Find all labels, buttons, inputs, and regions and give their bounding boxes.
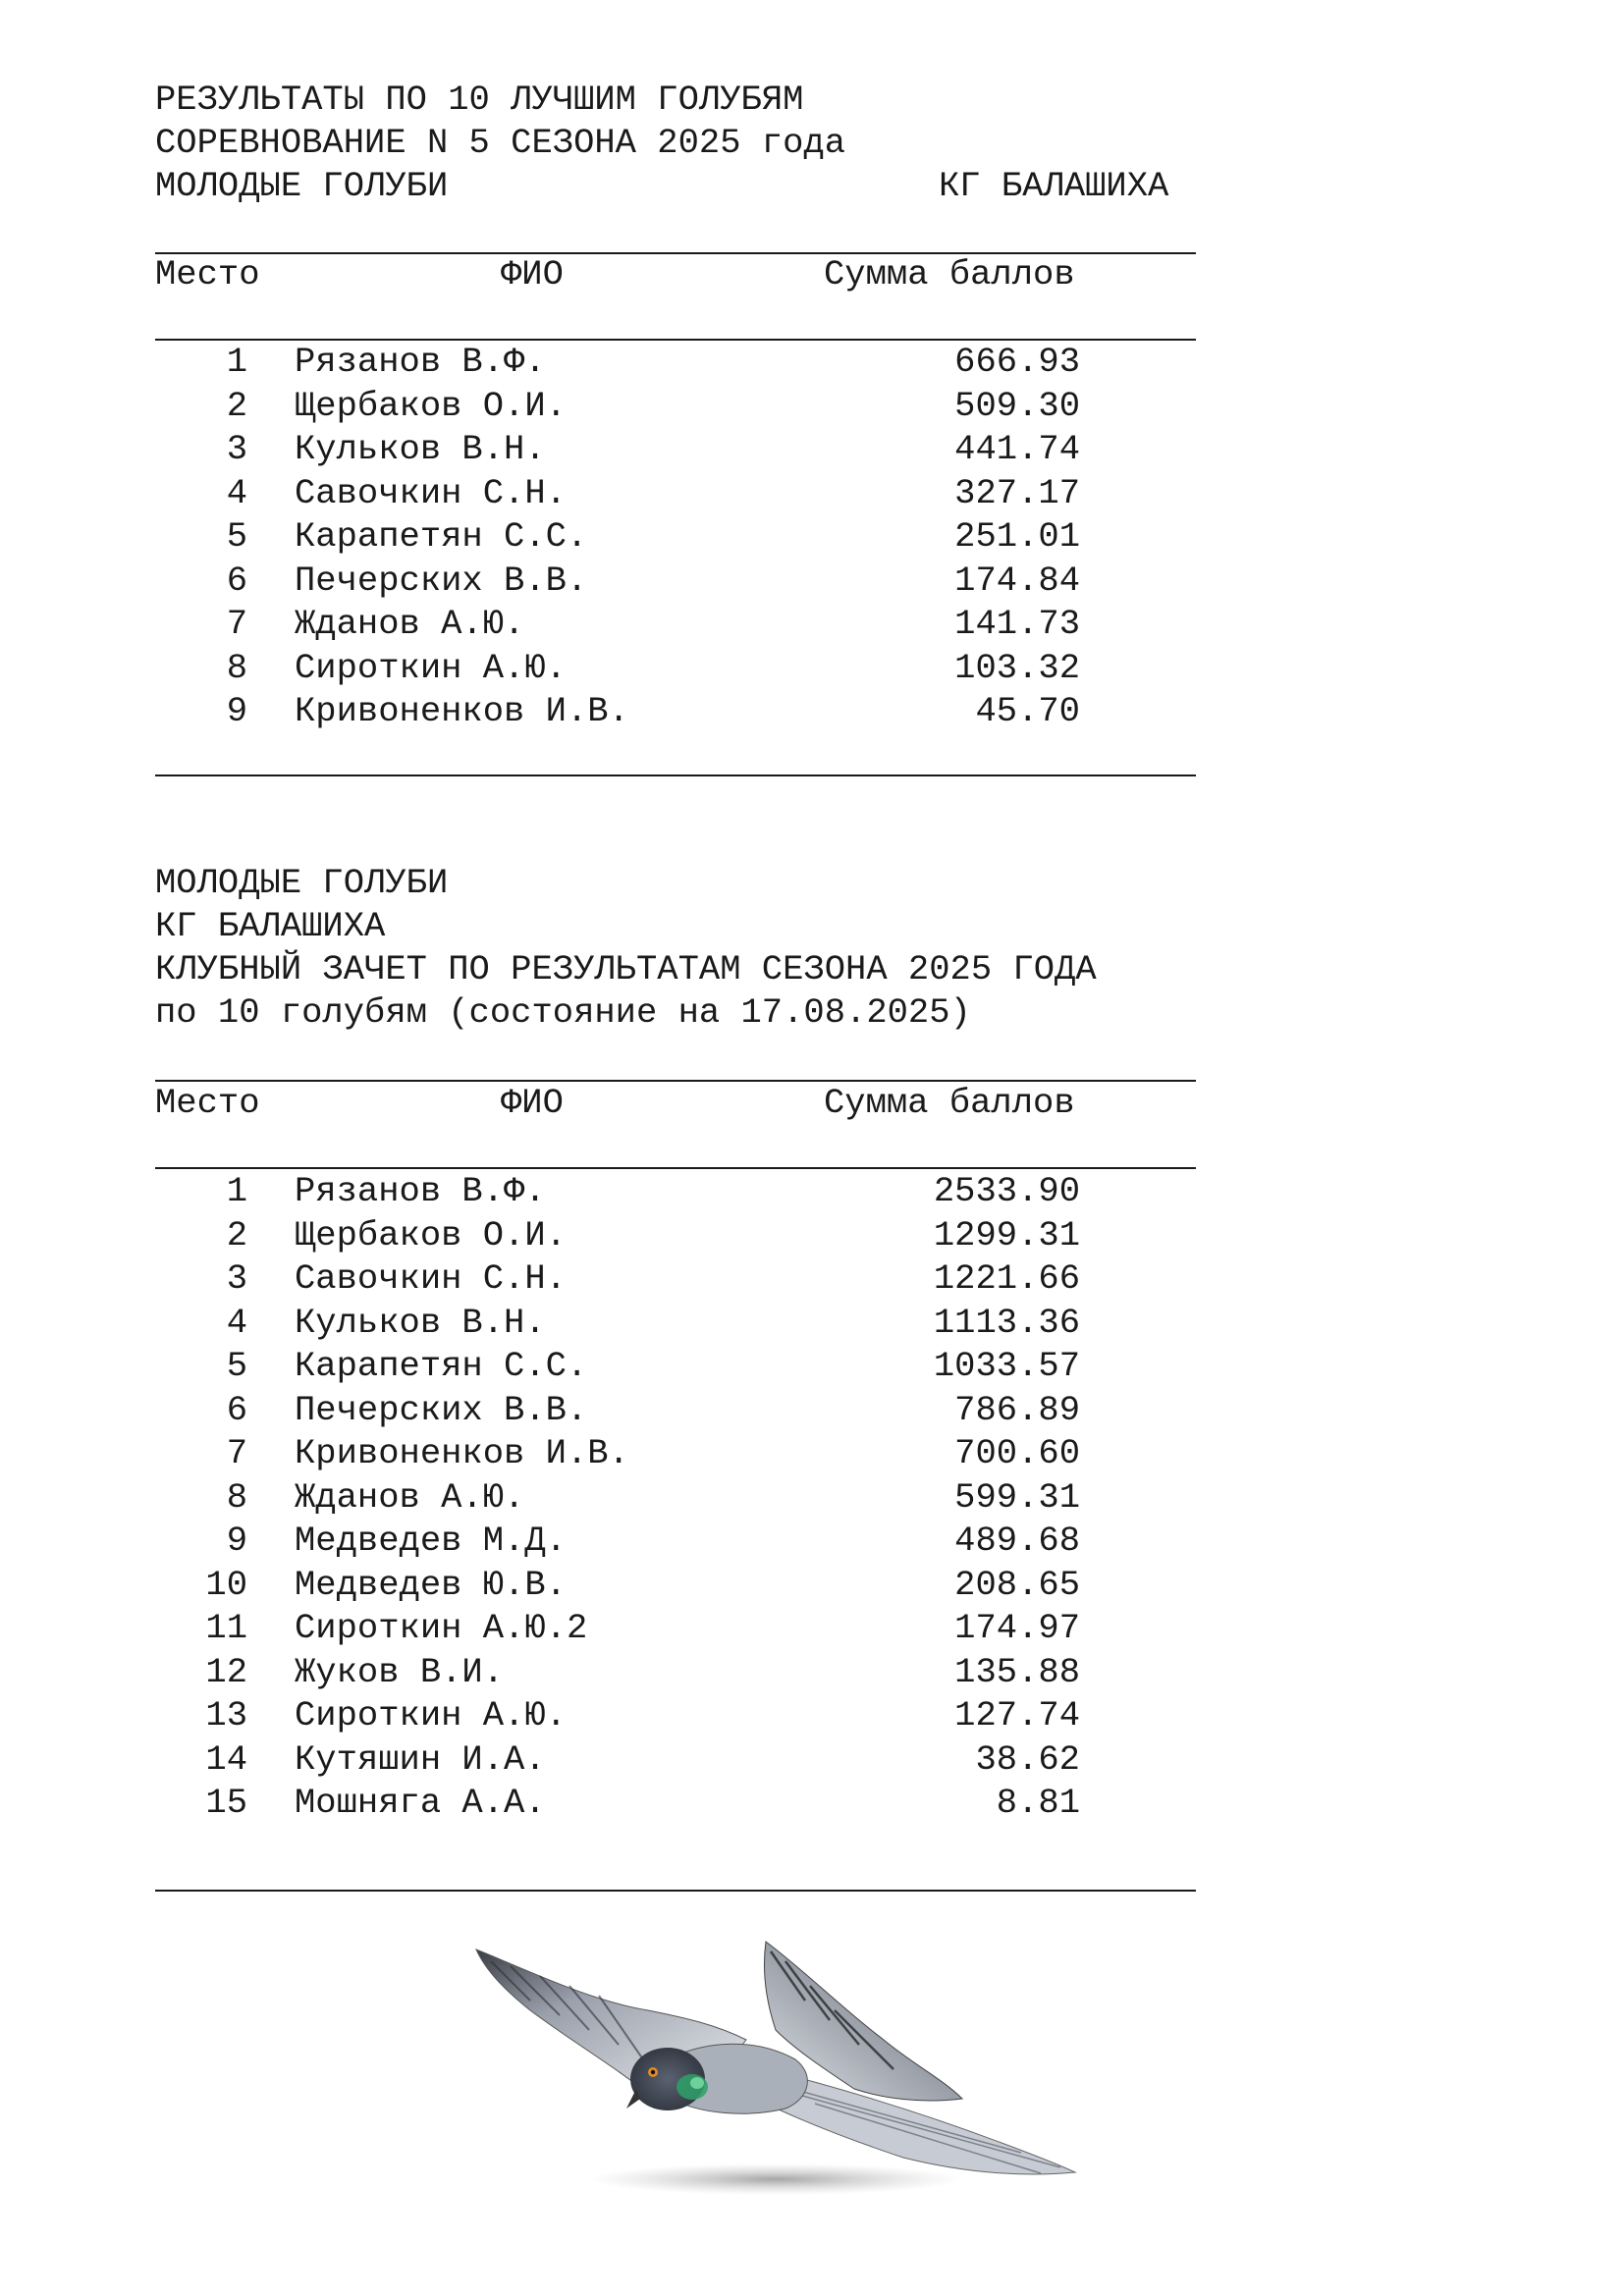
row-name: Кривоненков И.В.: [295, 691, 629, 731]
table-row: [0, 1738, 1624, 1782]
row-place: 12: [205, 1651, 247, 1692]
table-row: [0, 515, 1624, 559]
row-score: 2533.90: [933, 1171, 1080, 1211]
row-name: Савочкин С.Н.: [295, 472, 567, 513]
row-score: 1299.31: [933, 1214, 1080, 1255]
table-row: [0, 1432, 1624, 1475]
table-row: [0, 1651, 1624, 1694]
row-name: Жданов А.Ю.: [295, 1476, 525, 1518]
row-place: 9: [226, 1521, 247, 1561]
row-name: Кульков В.Н.: [295, 1302, 546, 1343]
row-place: 2: [226, 385, 247, 426]
row-score: 666.93: [954, 342, 1080, 382]
row-name: Карапетян С.С.: [295, 516, 588, 557]
table-row: [0, 1170, 1624, 1213]
flying-pigeon-icon: [471, 1932, 1080, 2216]
row-place: 5: [226, 1346, 247, 1386]
row-score: 786.89: [954, 1389, 1080, 1430]
row-place: 11: [205, 1608, 247, 1648]
row-score: 489.68: [954, 1521, 1080, 1561]
table-row: [0, 560, 1624, 603]
table-row: [0, 1476, 1624, 1520]
row-place: 7: [226, 1433, 247, 1473]
row-name: Щербаков О.И.: [295, 385, 567, 426]
row-name: Печерских В.В.: [295, 1389, 588, 1430]
row-place: 3: [226, 1258, 247, 1299]
row-name: Жданов А.Ю.: [295, 604, 525, 644]
row-score: 599.31: [954, 1476, 1080, 1518]
row-name: Карапетян С.С.: [295, 1346, 588, 1386]
table-row: [0, 1520, 1624, 1563]
table-row: [0, 1694, 1624, 1737]
row-place: 10: [205, 1564, 247, 1605]
table-row: [0, 1257, 1624, 1301]
section2-title-line3: КЛУБНЫЙ ЗАЧЕТ ПО РЕЗУЛЬТАТАМ СЕЗОНА 2025 ГОДА: [155, 949, 1097, 989]
row-name: Щербаков О.И.: [295, 1214, 567, 1255]
table-row: [0, 472, 1624, 515]
table-row: [0, 341, 1624, 384]
row-score: 141.73: [954, 604, 1080, 644]
row-name: Сироткин А.Ю.: [295, 1695, 567, 1735]
row-score: 174.97: [954, 1608, 1080, 1648]
table-row: [0, 1345, 1624, 1388]
row-score: 327.17: [954, 472, 1080, 513]
table-row: [0, 603, 1624, 646]
row-place: 2: [226, 1214, 247, 1255]
section1-col-score: Сумма баллов: [824, 254, 1075, 294]
row-score: 251.01: [954, 516, 1080, 557]
section1-title-category: МОЛОДЫЕ ГОЛУБИ: [155, 166, 449, 206]
row-name: Кривоненков И.В.: [295, 1433, 629, 1473]
section1-rule-bottom: [155, 774, 1196, 776]
row-score: 208.65: [954, 1564, 1080, 1605]
section1-col-name: ФИО: [501, 254, 564, 294]
table-row: [0, 690, 1624, 733]
row-score: 1221.66: [933, 1258, 1080, 1299]
row-place: 7: [226, 604, 247, 644]
row-name: Медведев М.Д.: [295, 1521, 567, 1561]
table-row: [0, 1389, 1624, 1432]
row-place: 8: [226, 1476, 247, 1518]
row-score: 38.62: [975, 1738, 1080, 1780]
row-score: 1113.36: [933, 1302, 1080, 1343]
row-place: 6: [226, 1389, 247, 1430]
row-place: 5: [226, 516, 247, 557]
row-place: 15: [205, 1783, 247, 1823]
row-score: 8.81: [996, 1783, 1080, 1823]
table-row: [0, 1302, 1624, 1345]
section2-title-line2: КГ БАЛАШИХА: [155, 906, 386, 946]
row-score: 103.32: [954, 647, 1080, 688]
row-place: 9: [226, 691, 247, 731]
table-row: [0, 385, 1624, 428]
row-name: Рязанов В.Ф.: [295, 342, 546, 382]
row-score: 509.30: [954, 385, 1080, 426]
row-name: Савочкин С.Н.: [295, 1258, 567, 1299]
section2-rule-header: [155, 1167, 1196, 1169]
section2-rule-bottom: [155, 1890, 1196, 1892]
row-name: Кульков В.Н.: [295, 429, 546, 469]
row-place: 6: [226, 560, 247, 601]
row-place: 8: [226, 647, 247, 688]
row-name: Сироткин А.Ю.2: [295, 1608, 588, 1648]
section2-title-line4: по 10 голубям (состояние на 17.08.2025): [155, 992, 971, 1033]
row-score: 700.60: [954, 1433, 1080, 1473]
row-name: Сироткин А.Ю.: [295, 647, 567, 688]
table-row: [0, 428, 1624, 471]
table-row: [0, 1607, 1624, 1650]
row-score: 135.88: [954, 1651, 1080, 1692]
section2-col-score: Сумма баллов: [824, 1083, 1075, 1123]
row-place: 4: [226, 472, 247, 513]
row-score: 441.74: [954, 429, 1080, 469]
section1-title-line2: СОРЕВНОВАНИЕ N 5 СЕЗОНА 2025 года: [155, 123, 846, 163]
row-name: Печерских В.В.: [295, 560, 588, 601]
table-row: [0, 1214, 1624, 1257]
row-place: 3: [226, 429, 247, 469]
row-score: 174.84: [954, 560, 1080, 601]
row-place: 13: [205, 1695, 247, 1735]
row-name: Мошняга А.А.: [295, 1783, 546, 1823]
table-row: [0, 647, 1624, 690]
row-score: 1033.57: [933, 1346, 1080, 1386]
row-place: 14: [205, 1738, 247, 1780]
row-place: 1: [226, 342, 247, 382]
section2-col-place: Место: [155, 1083, 260, 1123]
section1-col-place: Место: [155, 254, 260, 294]
row-name: Рязанов В.Ф.: [295, 1171, 546, 1211]
section2-col-name: ФИО: [501, 1083, 564, 1123]
row-name: Жуков В.И.: [295, 1651, 505, 1692]
row-place: 4: [226, 1302, 247, 1343]
row-name: Медведев Ю.В.: [295, 1564, 567, 1605]
row-score: 45.70: [975, 691, 1080, 731]
table-row: [0, 1782, 1624, 1825]
table-row: [0, 1564, 1624, 1607]
row-place: 1: [226, 1171, 247, 1211]
section1-title-line1: РЕЗУЛЬТАТЫ ПО 10 ЛУЧШИМ ГОЛУБЯМ: [155, 80, 804, 120]
section1-title-club: КГ БАЛАШИХА: [939, 166, 1169, 206]
row-name: Кутяшин И.А.: [295, 1738, 546, 1780]
section2-title-line1: МОЛОДЫЕ ГОЛУБИ: [155, 863, 449, 903]
row-score: 127.74: [954, 1695, 1080, 1735]
